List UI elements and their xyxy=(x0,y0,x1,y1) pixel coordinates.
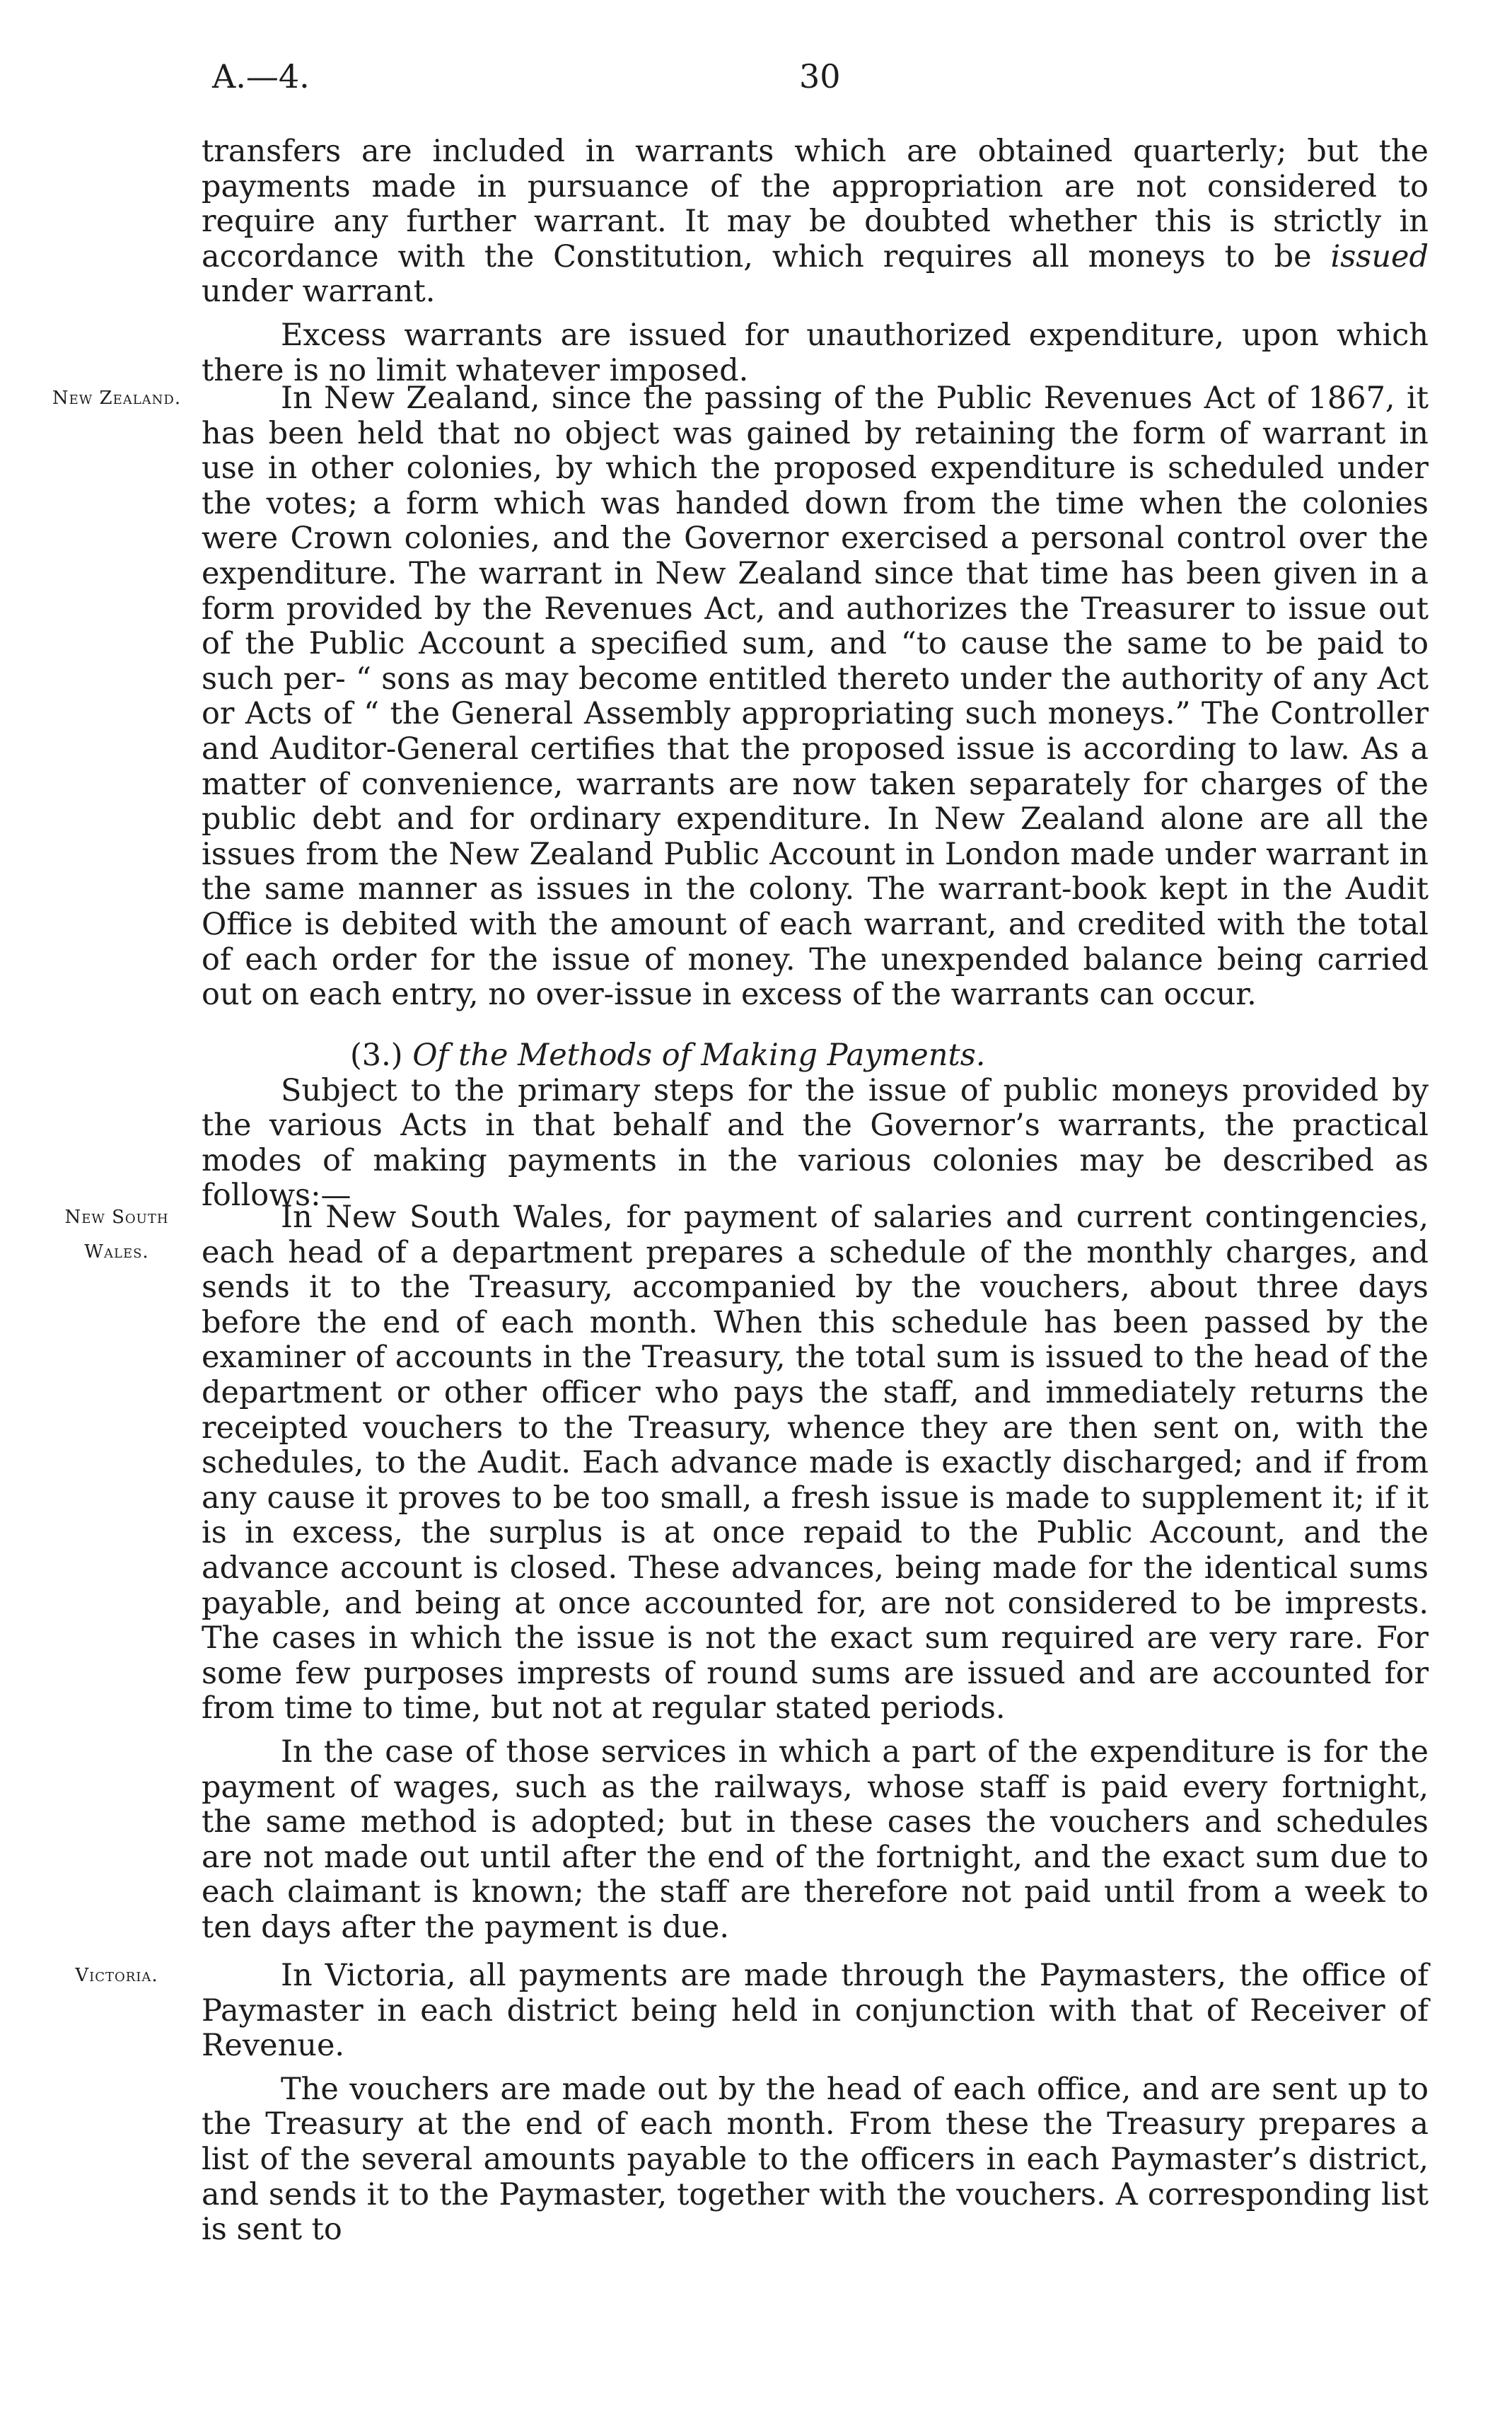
emphasis-issued: issued xyxy=(1330,238,1429,274)
text-block-new-south-wales xyxy=(202,1200,1429,1945)
section-title: Of the Methods of Making Payments. xyxy=(412,1038,986,1073)
margin-note-new-zealand: New Zealand. xyxy=(52,388,182,409)
paragraph-victoria: In Victoria, all payments are made through the Paymasters, the office of Paymaster in each district being held in conjunction with that of Receiver of Revenue. xyxy=(202,1958,1429,2064)
section-heading xyxy=(202,1038,1429,1074)
paragraph-transfers: transfers are included in warrants which are obtained quarterly; but the payments made in pursuance of the appropriation are not considered to require any further warrant. It may be doubted whether this is strictly in accordance with the Constitution, which requires all moneys to be issued under warrant. xyxy=(202,134,1429,310)
paragraph-new-zealand: In New Zealand, since the passing of the Public Revenues Act of 1867, it has been held that no object was gained by retaining the form of warrant in use in other colonies, by which the proposed expenditure is scheduled under the votes; a form which was handed down from the time when the colonies were Crown colonies, and the Governor exercised a personal control over the expenditure. The warrant in New Zealand since that time has been given in a form provided by the Revenues Act, and authorizes the Treasurer to issue out of the Public Account a specified sum, and “to cause the same to be paid to such per- “ sons as may become entitled thereto under the authority of any Act or Acts of “ the General Assembly appropriating such moneys.” The Controller and Auditor-General certifies that the proposed issue is according to law. As a matter of convenience, warrants are now taken separately for charges of the public debt and for ordinary expenditure. In New Zealand alone are all the issues from the New Zealand Public Account in London made under warrant in the same manner as issues in the colony. The warrant-book kept in the Audit Office is debited with the amount of each warrant, and credited with the total of each order for the issue of money. The unexpended balance being carried out on each entry, no over-issue in excess of the warrants can occur. xyxy=(202,381,1429,1013)
margin-note-new-south-wales-line1: New South xyxy=(64,1207,169,1228)
paragraph-subject-to: Subject to the primary steps for the issue of public moneys provided by the various Acts in that behalf and the Governor’s warrants, the practical modes of making payments in the various colonies may be described as follows:— xyxy=(202,1072,1429,1214)
margin-note-victoria: Victoria. xyxy=(75,1965,158,1986)
text-block-new-zealand xyxy=(202,381,1429,1013)
paragraph-new-south-wales: In New South Wales, for payment of salaries and current contingencies, each head of a department prepares a schedule of the monthly charges, and sends it to the Treasury, accompanied by the vouchers, about three days before the end of each month. When this schedule has been passed by the examiner of accounts in the Treasury, the total sum is issued to the head of the department or other officer who pays the staff, and immediately returns the receipted vouchers to the Treasury, whence they are then sent on, with the schedules, to the Audit. Each advance made is exactly discharged; and if from any cause it proves to be too small, a fresh issue is made to supplement it; if it is in excess, the surplus is at once repaid to the Public Account, and the advance account is closed. These advances, being made for the identical sums payable, and being at once accounted for, are not considered to be imprests. The cases in which the issue is not the exact sum required are very rare. For some few purposes imprests of round sums are issued and are accounted for from time to time, but not at regular stated periods. xyxy=(202,1200,1429,1727)
text-block-victoria xyxy=(202,1959,1429,2248)
paragraph-vouchers: The vouchers are made out by the head of each office, and are sent up to the Treasury at the end of each month. From these the Treasury prepares a list of the several amounts payable to the officers in each Paymaster’s district, and sends it to the Paymaster, together with the vouchers. A corresponding list is sent to xyxy=(202,2071,1429,2248)
margin-note-new-south-wales-line2: Wales. xyxy=(84,1241,149,1263)
section-number: (3.) xyxy=(350,1038,403,1073)
text-block-warrants xyxy=(202,134,1429,388)
page-number: 30 xyxy=(799,57,841,95)
document-reference: A.—4. xyxy=(212,57,310,95)
text-block-methods-of-payment xyxy=(202,1038,1429,1214)
paragraph-wages: In the case of those services in which a part of the expenditure is for the payment of wages, such as the railways, whose staff is paid every fortnight, the same method is adopted; but in these cases the vouchers and schedules are not made out until after the end of the fortnight, and the exact sum due to each claimant is known; the staff are therefore not paid until from a week to ten days after the payment is due. xyxy=(202,1734,1429,1945)
paragraph-excess-warrants: Excess warrants are issued for unauthorized expenditure, upon which there is no limit whatever imposed. xyxy=(202,317,1429,388)
